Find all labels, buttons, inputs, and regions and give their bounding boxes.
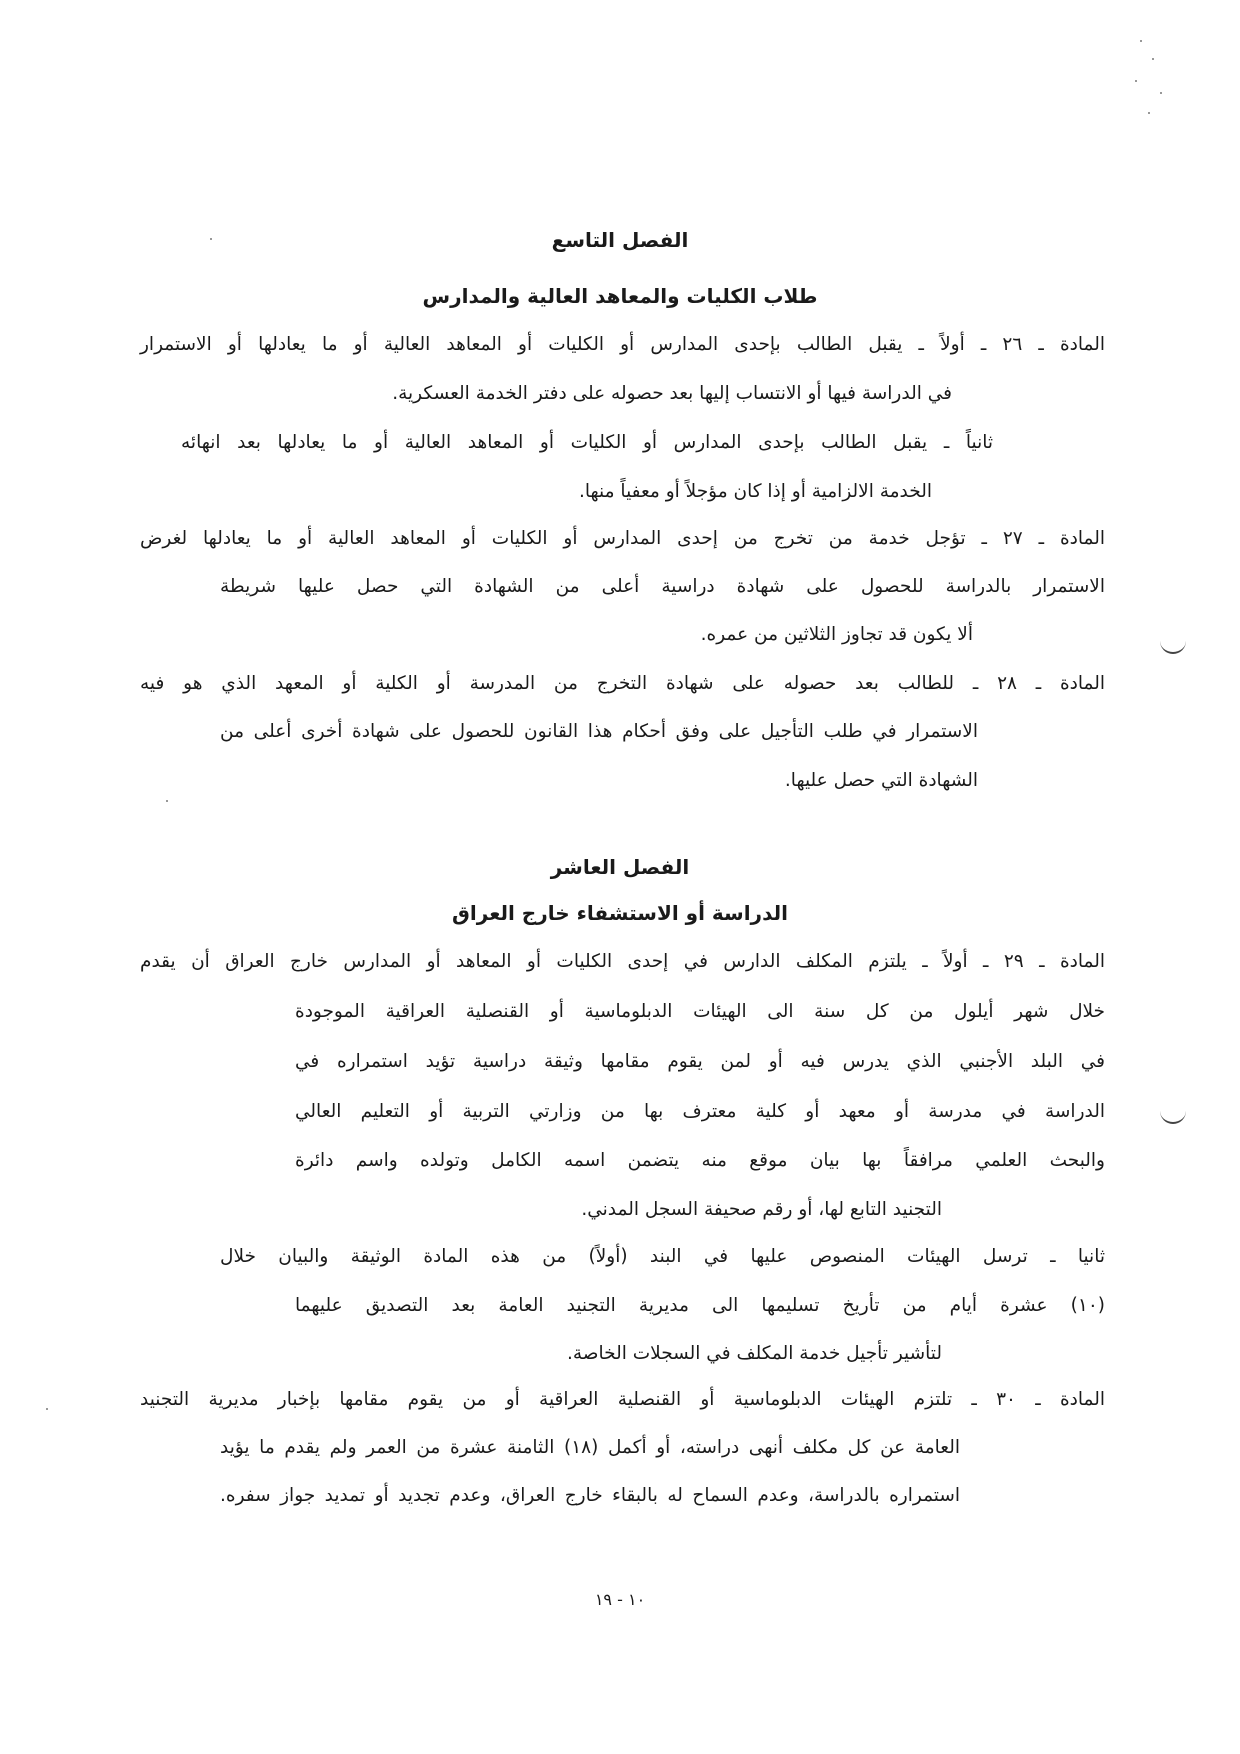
article-29-line-4: الدراسة في مدرسة أو معهد أو كلية معترف بها من وزارتي التربية أو التعليم العالي bbox=[295, 1101, 1105, 1122]
scan-speck bbox=[46, 1408, 48, 1410]
article-30-line-3: استمراره بالدراسة، وعدم السماح له بالبقاء خارج العراق، وعدم تجديد أو تمديد جواز سفره. bbox=[220, 1485, 960, 1506]
scan-speck bbox=[1160, 92, 1162, 94]
chapter-10-heading: الفصل العاشر bbox=[550, 855, 690, 879]
binder-hole-mark bbox=[1160, 638, 1186, 654]
article-27-line-2: الاستمرار بالدراسة للحصول على شهادة دراسية أعلى من الشهادة التي حصل عليها شريطة bbox=[220, 576, 1105, 597]
scan-speck bbox=[1140, 40, 1142, 42]
article-29-line-6: التجنيد التابع لها، أو رقم صحيفة السجل المدني. bbox=[581, 1199, 942, 1220]
scan-speck bbox=[166, 800, 168, 802]
article-29-line-2: خلال شهر أيلول من كل سنة الى الهيئات الدبلوماسية أو القنصلية العراقية الموجودة bbox=[295, 1001, 1105, 1022]
scan-speck bbox=[1148, 112, 1150, 114]
article-26-line-1: المادة ـ ٢٦ ـ أولاً ـ يقبل الطالب بإحدى المدارس أو الكليات أو المعاهد العالية أو ما يعادلها أو الاستمرار bbox=[140, 334, 1105, 355]
article-30-line-1: المادة ـ ٣٠ ـ تلتزم الهيئات الدبلوماسية أو القنصلية العراقية أو من يقوم مقامها بإخبار مديرية التجنيد bbox=[140, 1389, 1105, 1410]
article-26-line-4: الخدمة الالزامية أو إذا كان مؤجلاً أو معفياً منها. bbox=[579, 481, 932, 502]
article-29-line-1: المادة ـ ٢٩ ـ أولاً ـ يلتزم المكلف الدارس في إحدى الكليات أو المعاهد أو المدارس خارج العراق أن يقدم bbox=[140, 951, 1105, 972]
chapter-9-subheading: طلاب الكليات والمعاهد العالية والمدارس bbox=[422, 284, 818, 308]
article-28-line-1: المادة ـ ٢٨ ـ للطالب بعد حصوله على شهادة التخرج من المدرسة أو الكلية أو المعهد الذي هو فيه bbox=[140, 673, 1105, 694]
article-27-line-3: ألا يكون قد تجاوز الثلاثين من عمره. bbox=[700, 624, 973, 645]
chapter-10-subheading: الدراسة أو الاستشفاء خارج العراق bbox=[452, 901, 788, 925]
binder-hole-mark bbox=[1160, 1108, 1186, 1124]
scan-speck bbox=[1135, 80, 1137, 82]
article-26-line-3: ثانياً ـ يقبل الطالب بإحدى المدارس أو الكليات أو المعاهد العالية أو ما يعادلها بعد انهائه bbox=[181, 432, 993, 453]
page-number: ١٠ - ١٩ bbox=[594, 1590, 646, 1609]
article-29-line-5: والبحث العلمي مرافقاً بها بيان موقع منه يتضمن اسمه الكامل وتولده واسم دائرة bbox=[295, 1150, 1105, 1171]
chapter-9-heading: الفصل التاسع bbox=[551, 228, 689, 252]
article-29-line-9: لتأشير تأجيل خدمة المكلف في السجلات الخاصة. bbox=[567, 1343, 942, 1364]
article-27-line-1: المادة ـ ٢٧ ـ تؤجل خدمة من تخرج من إحدى المدارس أو الكليات أو المعاهد العالية أو ما يعادلها لغرض bbox=[140, 528, 1105, 549]
article-29-line-8: (١٠) عشرة أيام من تأريخ تسليمها الى مديرية التجنيد العامة بعد التصديق عليهما bbox=[295, 1295, 1105, 1316]
article-30-line-2: العامة عن كل مكلف أنهى دراسته، أو أكمل (١٨) الثامنة عشرة من العمر ولم يقدم ما يؤيد bbox=[220, 1437, 960, 1458]
article-28-line-2: الاستمرار في طلب التأجيل على وفق أحكام هذا القانون للحصول على شهادة أخرى أعلى من bbox=[220, 721, 978, 742]
article-28-line-3: الشهادة التي حصل عليها. bbox=[784, 770, 978, 791]
article-26-line-2: في الدراسة فيها أو الانتساب إليها بعد حصوله على دفتر الخدمة العسكرية. bbox=[392, 383, 952, 404]
article-29-line-7: ثانيا ـ ترسل الهيئات المنصوص عليها في البند (أولاً) من هذه المادة الوثيقة والبيان خلال bbox=[220, 1246, 1105, 1267]
scan-speck bbox=[210, 238, 212, 240]
scan-speck bbox=[1152, 58, 1154, 60]
article-29-line-3: في البلد الأجنبي الذي يدرس فيه أو لمن يقوم مقامها وثيقة دراسية تؤيد استمراره في bbox=[295, 1051, 1105, 1072]
